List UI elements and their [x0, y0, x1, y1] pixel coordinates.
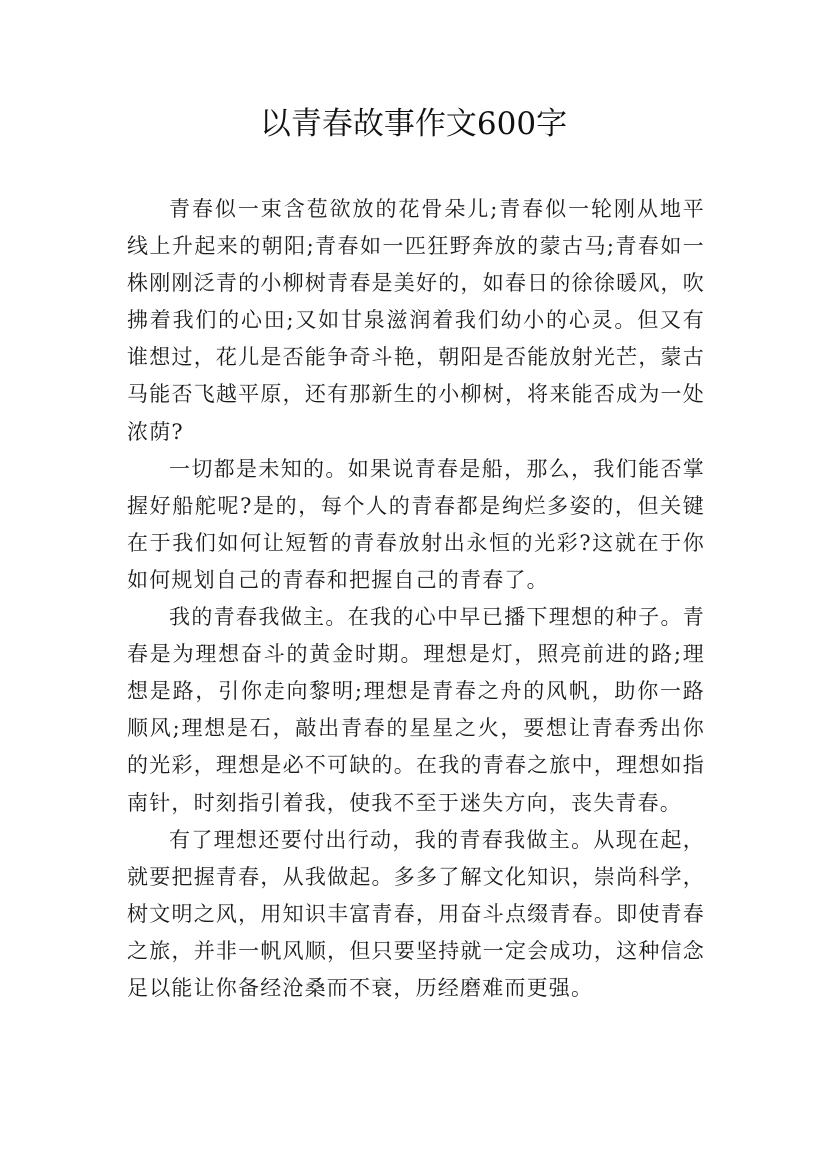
- paragraph-1: 青春似一束含苞欲放的花骨朵儿;青春似一轮刚从地平线上升起来的朝阳;青春如一匹狂野奔放的蒙古马;青春如一株刚刚泛青的小柳树青春是美好的，如春日的徐徐暖风，吹拂着我们的心田;又如甘泉滋润着我们幼小的心灵。但又有谁想过，花儿是否能争奇斗艳，朝阳是否能放射光芒，蒙古马能否飞越平原，还有那新生的小柳树，将来能否成为一处浓荫?: [127, 197, 705, 444]
- document-title: 以青春故事作文600字: [259, 106, 568, 142]
- paragraph-2: 一切都是未知的。如果说青春是船，那么，我们能否掌握好船舵呢?是的，每个人的青春都是绚烂多姿的，但关键在于我们如何让短暂的青春放射出永恒的光彩?这就在于你如何规划自己的青春和把握自己的青春了。: [127, 456, 705, 592]
- paragraph-4: 有了理想还要付出行动，我的青春我做主。从现在起，就要把握青春，从我做起。多多了解文化知识，崇尚科学，树文明之风，用知识丰富青春，用奋斗点缀青春。即使青春之旅，并非一帆风顺，但只要坚持就一定会成功，这种信念足以能让你备经沧桑而不衰，历经磨难而更强。: [127, 827, 705, 1000]
- document-body: [127, 191, 705, 1007]
- paragraph-3: 我的青春我做主。在我的心中早已播下理想的种子。青春是为理想奋斗的黄金时期。理想是灯，照亮前进的路;理想是路，引你走向黎明;理想是青春之舟的风帆，助你一路顺风;理想是石，敲出青春的星星之火，要想让青春秀出你的光彩，理想是必不可缺的。在我的青春之旅中，理想如指南针，时刻指引着我，使我不至于迷失方向，丧失青春。: [127, 605, 705, 815]
